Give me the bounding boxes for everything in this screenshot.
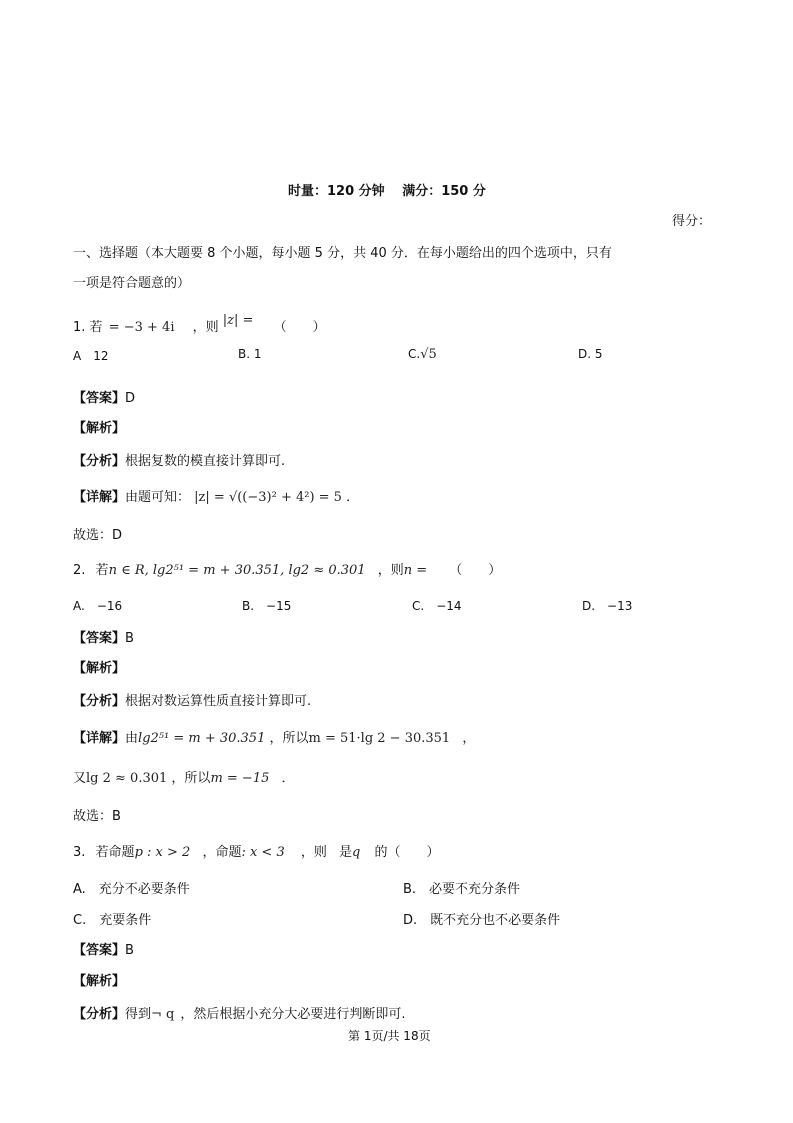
math-expression: p : x > 2 [134, 845, 191, 860]
analysis-line [73, 690, 311, 709]
math-expression: = −3 + 4i [108, 320, 175, 335]
math-expression: √5 [420, 347, 437, 362]
fenxi-label: 【分析】 [73, 694, 126, 709]
math-expression: : x < 3 [241, 845, 285, 860]
math-expression: n = [403, 563, 428, 578]
answer-value: D [125, 391, 136, 406]
conclusion: 故选：D [73, 528, 123, 543]
detail-line [73, 486, 359, 505]
answer-blank: （ ） [273, 320, 326, 335]
question-1-stem [73, 313, 326, 335]
fenxi-text: 根据对数运算性质直接计算即可. [125, 694, 312, 709]
option-a: A. −16 [73, 599, 123, 613]
fenxi-text: 根据复数的模直接计算即可. [125, 454, 286, 469]
option-a: A. 充分不必要条件 [73, 882, 190, 897]
math-expression: n ∈ R, lg2⁵¹ = m + 30.351, lg2 ≈ 0.301 [108, 563, 366, 578]
option-label: C. [408, 347, 421, 361]
math-expression: ¬ q [151, 1007, 175, 1022]
math-expression: m = 51·lg 2 − 30.351 [308, 731, 451, 746]
math-expression: lg2⁵¹ = m + 30.351 [138, 731, 266, 746]
answer-label: 【答案】 [73, 631, 126, 646]
answer-value: B [125, 943, 134, 958]
math-expression: |z| = [222, 313, 254, 328]
answer-blank: （ ） [449, 563, 502, 578]
section-title-line1: 一、选择题（本大题要 8 个小题，每小题 5 分，共 40 分．在每小题给出的四个选项中，只有 [73, 246, 612, 261]
fenxi-text: 得到 [125, 1007, 152, 1022]
question-2-stem [73, 559, 501, 578]
option-b: B. −15 [242, 599, 292, 613]
detail-text: 又 [73, 771, 87, 786]
option-d: D. 5 [578, 347, 603, 361]
detail-text: ，所以 [171, 771, 211, 786]
math-expression: |z| = √((−3)² + 4²) = 5 [194, 490, 342, 505]
option-c: C. −14 [412, 599, 462, 613]
analysis-label: 【解析】 [73, 974, 126, 989]
option-b: B. 1 [238, 347, 262, 361]
detail-label: 【详解】 [73, 490, 126, 505]
detail-text: 由 [125, 731, 139, 746]
question-text: ，则 [300, 845, 327, 860]
fenxi-label: 【分析】 [73, 1007, 126, 1022]
option-d: D. 既不充分也不必要条件 [403, 913, 561, 928]
question-text: 是 [339, 845, 353, 860]
math-expression: lg 2 ≈ 0.301 [86, 771, 168, 786]
score-label: 得分： [672, 214, 712, 229]
question-text: 若命题 [95, 845, 135, 860]
option-a: A 12 [73, 349, 109, 363]
question-number: 3. [73, 845, 86, 860]
page-number: 第 1页/共 18页 [348, 1029, 431, 1043]
fenxi-text: ，然后根据小充分大必要进行判断即可. [180, 1007, 406, 1022]
question-number: 1. [73, 320, 86, 335]
analysis-label: 【解析】 [73, 661, 126, 676]
conclusion: 故选：B [73, 809, 121, 824]
question-text: ，命题 [202, 845, 242, 860]
question-text: ，则 [192, 320, 219, 335]
option-d: D. −13 [582, 599, 633, 613]
detail-text: ， [462, 731, 476, 746]
question-3-stem [73, 841, 440, 860]
question-number: 2. [73, 563, 86, 578]
option-c [408, 347, 437, 362]
option-b: B. 必要不充分条件 [403, 882, 521, 897]
answer-label: 【答案】 [73, 391, 126, 406]
answer-line [73, 387, 135, 406]
answer-value: B [125, 631, 134, 646]
answer-label: 【答案】 [73, 943, 126, 958]
analysis-line [73, 450, 285, 469]
answer-line [73, 939, 134, 958]
detail-text: 由题可知： [125, 490, 191, 505]
fenxi-label: 【分析】 [73, 454, 126, 469]
detail-text: ． [281, 771, 295, 786]
question-text: 的（ ） [374, 845, 440, 860]
math-expression: q [352, 845, 361, 860]
detail-text: ，所以 [269, 731, 309, 746]
math-expression: m = −15 [210, 771, 270, 786]
detail-label: 【详解】 [73, 731, 126, 746]
detail-line [73, 727, 475, 746]
detail-text: ． [346, 490, 360, 505]
analysis-label: 【解析】 [73, 421, 126, 436]
question-text: 若 [89, 320, 103, 335]
analysis-line [73, 1003, 406, 1022]
question-text: ，则 [377, 563, 404, 578]
section-title-line2: 一项是符合题意的） [73, 276, 191, 291]
option-c: C. 充要条件 [73, 913, 152, 928]
question-text: 若 [95, 563, 109, 578]
answer-line [73, 627, 134, 646]
detail-line-2 [73, 767, 295, 786]
exam-time-info: 时量：120 分钟 满分：150 分 [288, 184, 486, 199]
